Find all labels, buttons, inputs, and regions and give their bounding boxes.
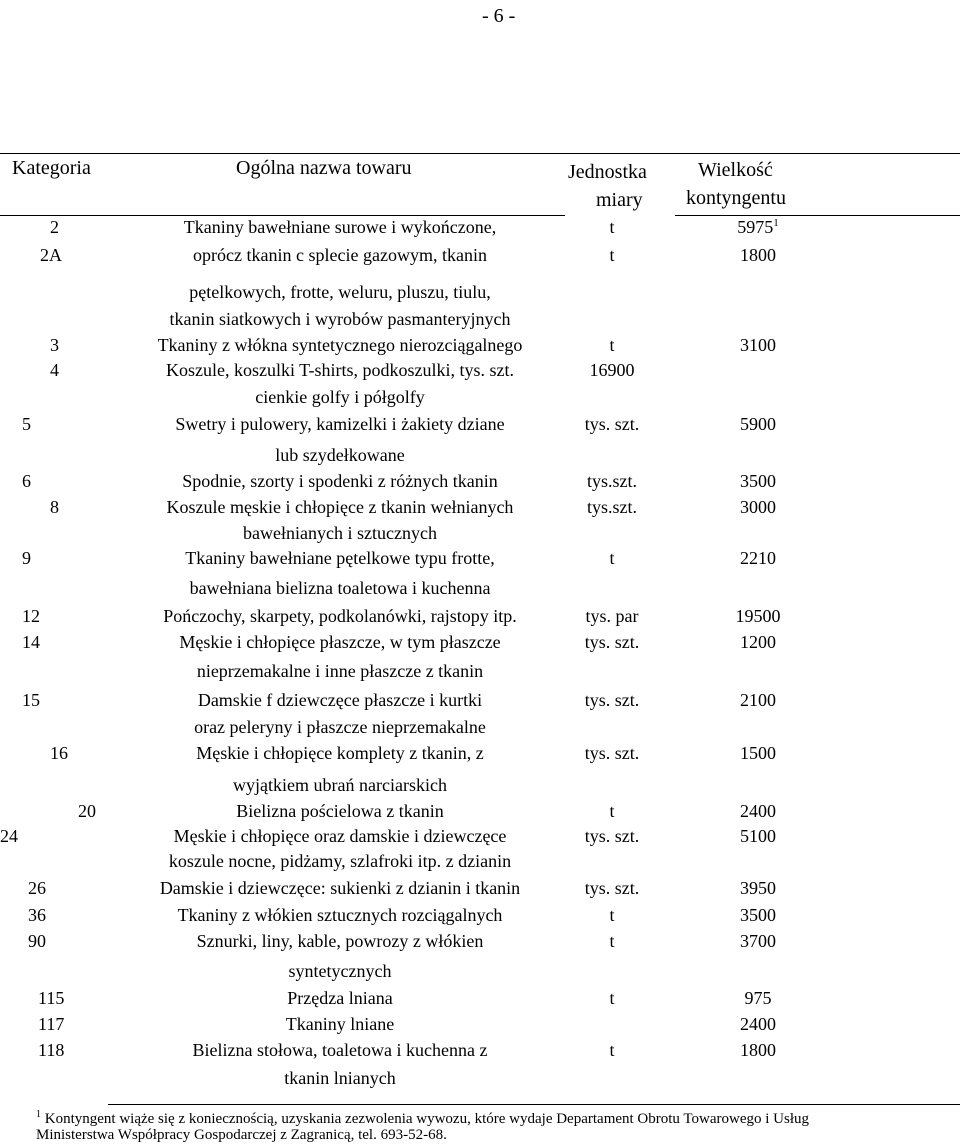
row-unit: t	[609, 335, 615, 355]
header-kategoria: Kategoria	[12, 157, 91, 179]
header-kontyngentu: kontyngentu	[686, 187, 786, 209]
row-quantity-value: 2400	[740, 801, 776, 821]
row-description: Męskie i chłopięce komplety z tkanin, z	[196, 743, 484, 763]
row-description: Damskie i dziewczęce: sukienki z dzianin i tkanin	[159, 878, 521, 898]
table-header-rule	[0, 215, 960, 216]
row-quantity-value: 5900	[740, 414, 776, 434]
row-quantity-value: 3500	[740, 905, 776, 925]
row-quantity	[740, 472, 776, 490]
row-quantity-value: 19500	[735, 606, 781, 626]
row-quantity-value: 1500	[740, 743, 776, 763]
row-quantity	[740, 906, 776, 924]
row-description: Przędza lniana	[287, 988, 393, 1008]
row-unit: t	[609, 1040, 615, 1060]
row-quantity	[745, 989, 772, 1007]
row-description: Tkaniny z włókna syntetycznego nierozciągalnego	[157, 335, 523, 355]
row-description: Męskie i chłopięce oraz damskie i dziewczęce	[173, 826, 507, 846]
header-nazwa: Ogólna nazwa towaru	[236, 157, 412, 179]
row-quantity	[740, 691, 776, 709]
row-quantity	[740, 246, 776, 264]
row-unit: t	[609, 548, 615, 568]
row-quantity	[740, 932, 776, 950]
row-category: 3	[50, 335, 59, 355]
row-category: 6	[22, 471, 31, 491]
row-quantity	[736, 607, 781, 625]
header-jednostka: Jednostka	[568, 161, 647, 183]
row-quantity-value: 5100	[740, 826, 776, 846]
header-miary: miary	[596, 189, 643, 211]
row-category: 8	[50, 497, 59, 517]
row-quantity	[740, 498, 776, 516]
footnote-separator	[108, 1104, 960, 1105]
row-quantity	[740, 549, 776, 567]
footnote-reference: 1	[773, 217, 779, 229]
row-quantity-value: 3700	[740, 931, 776, 951]
row-description: wyjątkiem ubrań narciarskich	[233, 775, 447, 795]
row-quantity-value: 2400	[740, 1014, 776, 1034]
row-category: 36	[28, 905, 46, 925]
row-description: nieprzemakalne i inne płaszcze z tkanin	[196, 661, 484, 681]
row-unit: tys. szt.	[584, 878, 640, 898]
row-description: Koszule, koszulki T-shirts, podkoszulki, tys. szt.	[166, 360, 514, 380]
footnote-line-2: Ministerstwa Współpracy Gospodarczej z Zagranicą, tel. 693-52-68.	[36, 1127, 447, 1143]
row-unit: t	[609, 217, 615, 237]
row-unit: t	[609, 988, 615, 1008]
row-quantity	[740, 802, 776, 820]
row-quantity	[737, 218, 779, 236]
row-unit: tys. szt.	[584, 743, 640, 763]
footnote-marker: 1	[36, 1109, 41, 1120]
row-category: 2	[50, 217, 59, 237]
row-unit: tys.szt.	[586, 497, 638, 517]
row-unit: tys. szt.	[584, 632, 640, 652]
row-unit: 16900	[589, 360, 635, 380]
row-description: Koszule męskie i chłopięce z tkanin wełnianych	[166, 497, 514, 517]
row-description: Pończochy, skarpety, podkolanówki, rajstopy itp.	[163, 606, 517, 626]
row-category: 118	[38, 1040, 65, 1060]
row-unit: tys. par	[585, 606, 639, 626]
row-unit: t	[609, 801, 615, 821]
row-category: 9	[22, 548, 31, 568]
row-description: cienkie golfy i półgolfy	[255, 387, 425, 407]
row-unit: tys. szt.	[584, 414, 640, 434]
row-unit: tys. szt.	[584, 826, 640, 846]
row-unit: tys.szt.	[586, 471, 638, 491]
row-quantity	[740, 336, 776, 354]
row-description: Sznurki, liny, kable, powrozy z włókien	[196, 931, 484, 951]
row-quantity-value: 1800	[740, 1040, 776, 1060]
row-description: Męskie i chłopięce płaszcze, w tym płaszcze	[179, 632, 501, 652]
row-category: 20	[78, 801, 96, 821]
row-quantity	[740, 1015, 776, 1033]
footnote	[36, 1110, 809, 1127]
row-category: 2A	[40, 245, 62, 265]
page-number: - 6 -	[482, 5, 516, 27]
row-description: Tkaniny lniane	[285, 1014, 395, 1034]
row-quantity-value: 3950	[740, 878, 776, 898]
table-top-rule	[0, 153, 960, 154]
row-description: Bielizna stołowa, toaletowa i kuchenna z	[192, 1040, 488, 1060]
row-category: 4	[50, 360, 59, 380]
row-category: 12	[22, 606, 40, 626]
row-unit: t	[609, 245, 615, 265]
row-description: oraz peleryny i płaszcze nieprzemakalne	[194, 717, 486, 737]
row-quantity	[740, 633, 776, 651]
row-quantity-value: 5975	[737, 217, 774, 237]
row-description: syntetycznych	[288, 961, 392, 981]
row-description: tkanin siatkowych i wyrobów pasmanteryjnych	[169, 309, 511, 329]
row-category: 14	[22, 632, 40, 652]
row-description: koszule nocne, pidżamy, szlafroki itp. z dzianin	[168, 851, 512, 871]
row-category: 5	[22, 414, 31, 434]
footnote-line-1: Kontyngent wiąże się z koniecznością, uzyskania zezwolenia wywozu, które wydaje Departament Obrotu Towarowego i Usług	[44, 1111, 810, 1127]
row-description: Tkaniny bawełniane pętelkowe typu frotte,	[185, 548, 495, 568]
header-wielkosc: Wielkość	[698, 159, 773, 181]
row-description: lub szydełkowane	[275, 445, 405, 465]
row-description: Spodnie, szorty i spodenki z różnych tkanin	[182, 471, 498, 491]
row-category: 90	[28, 931, 46, 951]
row-description: tkanin lnianych	[284, 1068, 396, 1088]
row-quantity-value: 3500	[740, 471, 776, 491]
row-quantity	[740, 1041, 776, 1059]
row-unit: t	[609, 905, 615, 925]
row-quantity	[740, 415, 776, 433]
row-description: bawełnianych i sztucznych	[243, 523, 437, 543]
row-category: 15	[22, 690, 40, 710]
row-quantity-value: 975	[744, 988, 772, 1008]
row-unit: t	[609, 931, 615, 951]
row-description: bawełniana bielizna toaletowa i kuchenna	[189, 578, 491, 598]
row-quantity	[740, 879, 776, 897]
row-unit: tys. szt.	[584, 690, 640, 710]
row-quantity-value: 1200	[740, 632, 776, 652]
row-description: Tkaniny bawełniane surowe i wykończone,	[183, 217, 497, 237]
row-quantity-value: 2100	[740, 690, 776, 710]
row-quantity-value: 3000	[740, 497, 776, 517]
row-quantity	[740, 744, 776, 762]
row-category: 115	[38, 988, 65, 1008]
row-description: Swetry i pulowery, kamizelki i żakiety dziane	[175, 414, 505, 434]
row-category: 26	[28, 878, 46, 898]
row-description: Tkaniny z włókien sztucznych rozciągalnych	[177, 905, 503, 925]
row-description: pętelkowych, frotte, weluru, pluszu, tiulu,	[189, 282, 491, 302]
row-description: Bielizna pościelowa z tkanin	[236, 801, 444, 821]
row-quantity-value: 2210	[740, 548, 776, 568]
row-quantity	[740, 827, 776, 845]
row-category: 16	[50, 743, 68, 763]
row-category: 24	[0, 826, 18, 846]
row-description: Damskie f dziewczęce płaszcze i kurtki	[197, 690, 483, 710]
row-description: oprócz tkanin c splecie gazowym, tkanin	[193, 245, 487, 265]
row-category: 117	[38, 1014, 65, 1034]
row-quantity-value: 3100	[740, 335, 776, 355]
row-quantity-value: 1800	[740, 245, 776, 265]
